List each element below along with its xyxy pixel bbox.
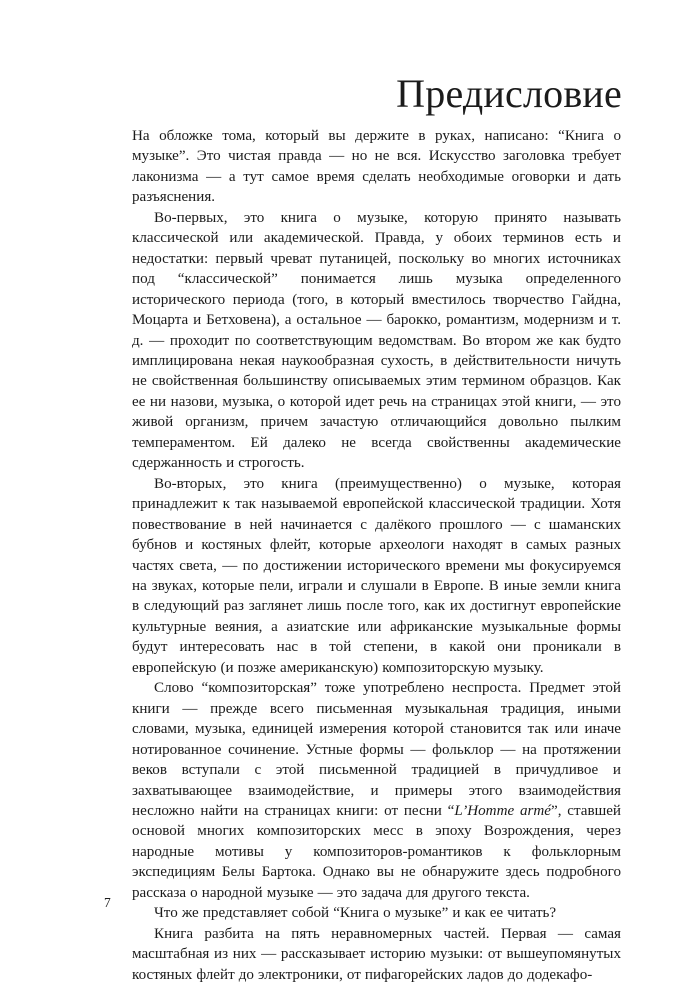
paragraph-composer-word-before: Слово “композиторская” тоже употреблено неспроста. Предмет этой книги — прежде всего письменная музыкальная традиция, иными словами, музыка, единицей измерения которой становится так или иначе нотированное сочинение. Устные формы — фольклор — на протяжении веков вступали с этой письменной традицией в причудливое и захватывающее взаимодействие, и примеры этого взаимодействия несложно найти на страницах книги: от песни “	[132, 680, 621, 819]
paragraph-composer-word-after: ”, ставшей основой многих композиторских месс в эпоху Возрождения, через народные мотивы у композиторов-романтиков к фольклорным экспедициям Белы Бартока. Однако вы не обнаружите здесь подробного рассказа о народной музыке — это задача для другого текста.	[132, 802, 621, 901]
paragraph-composer-word	[132, 678, 621, 903]
paragraph-intro: На обложке тома, который вы держите в руках, написано: “Книга о музыке”. Это чистая правда — но не вся. Искусство заголовка требует лаконизма — а тут самое время сделать необходимые оговорки и дать разъяснения.	[132, 128, 621, 206]
body-text-column	[132, 126, 621, 985]
work-title-lhomme-arme: L’Homme armé	[454, 802, 552, 819]
paragraph-structure: Книга разбита на пять неравномерных частей. Первая — самая масштабная из них — рассказывает историю музыки: от вышеупомянутых костяных флейт до электроники, от пифагорейских ладов до додекафо-	[132, 925, 621, 983]
page-title: Предисловие	[396, 70, 622, 116]
paragraph-firstly: Во-первых, это книга о музыке, которую принято называть классической или академической. Правда, у обоих терминов есть и недостатки: первый чреват путаницей, поскольку во многих источниках под “классической” понимается лишь музыка определенного исторического периода (того, в который вместилось творчество Гайдна, Моцарта и Бетховена), а остальное — барокко, романтизм, модернизм и т. д. — проходит по соответствующим ведомствам. Во втором же как будто имплицирована некая наукообразная сухость, в действительности ничуть не свойственная большинству описываемых этим термином образцов. Как ее ни назови, музыка, о которой идет речь на страницах этой книги, — это живой организм, причем зачастую отличающийся довольно пылким темпераментом. Ей далеко не всегда свойственны академические сдержанность и строгость.	[132, 209, 621, 472]
paragraph-secondly: Во-вторых, это книга (преимущественно) о музыке, которая принадлежит к так называемой европейской классической традиции. Хотя повествование в ней начинается с далёкого прошлого — с шаманских бубнов и костяных флейт, которые археологи находят в самых разных частях света, — по достижении исторического времени мы фокусируемся на звуках, которые пели, играли и слушали в Европе. В иные земли книга в следующий раз заглянет лишь после того, как их достигнут европейские культурные веяния, а азиатские или африканские музыкальные формы будут интересовать нас в той степени, в какой они проникали в европейскую (и позже американскую) композиторскую музыку.	[132, 475, 621, 676]
page-number: 7	[104, 895, 111, 910]
paragraph-question: Что же представляет собой “Книга о музыке” и как ее читать?	[154, 905, 557, 922]
